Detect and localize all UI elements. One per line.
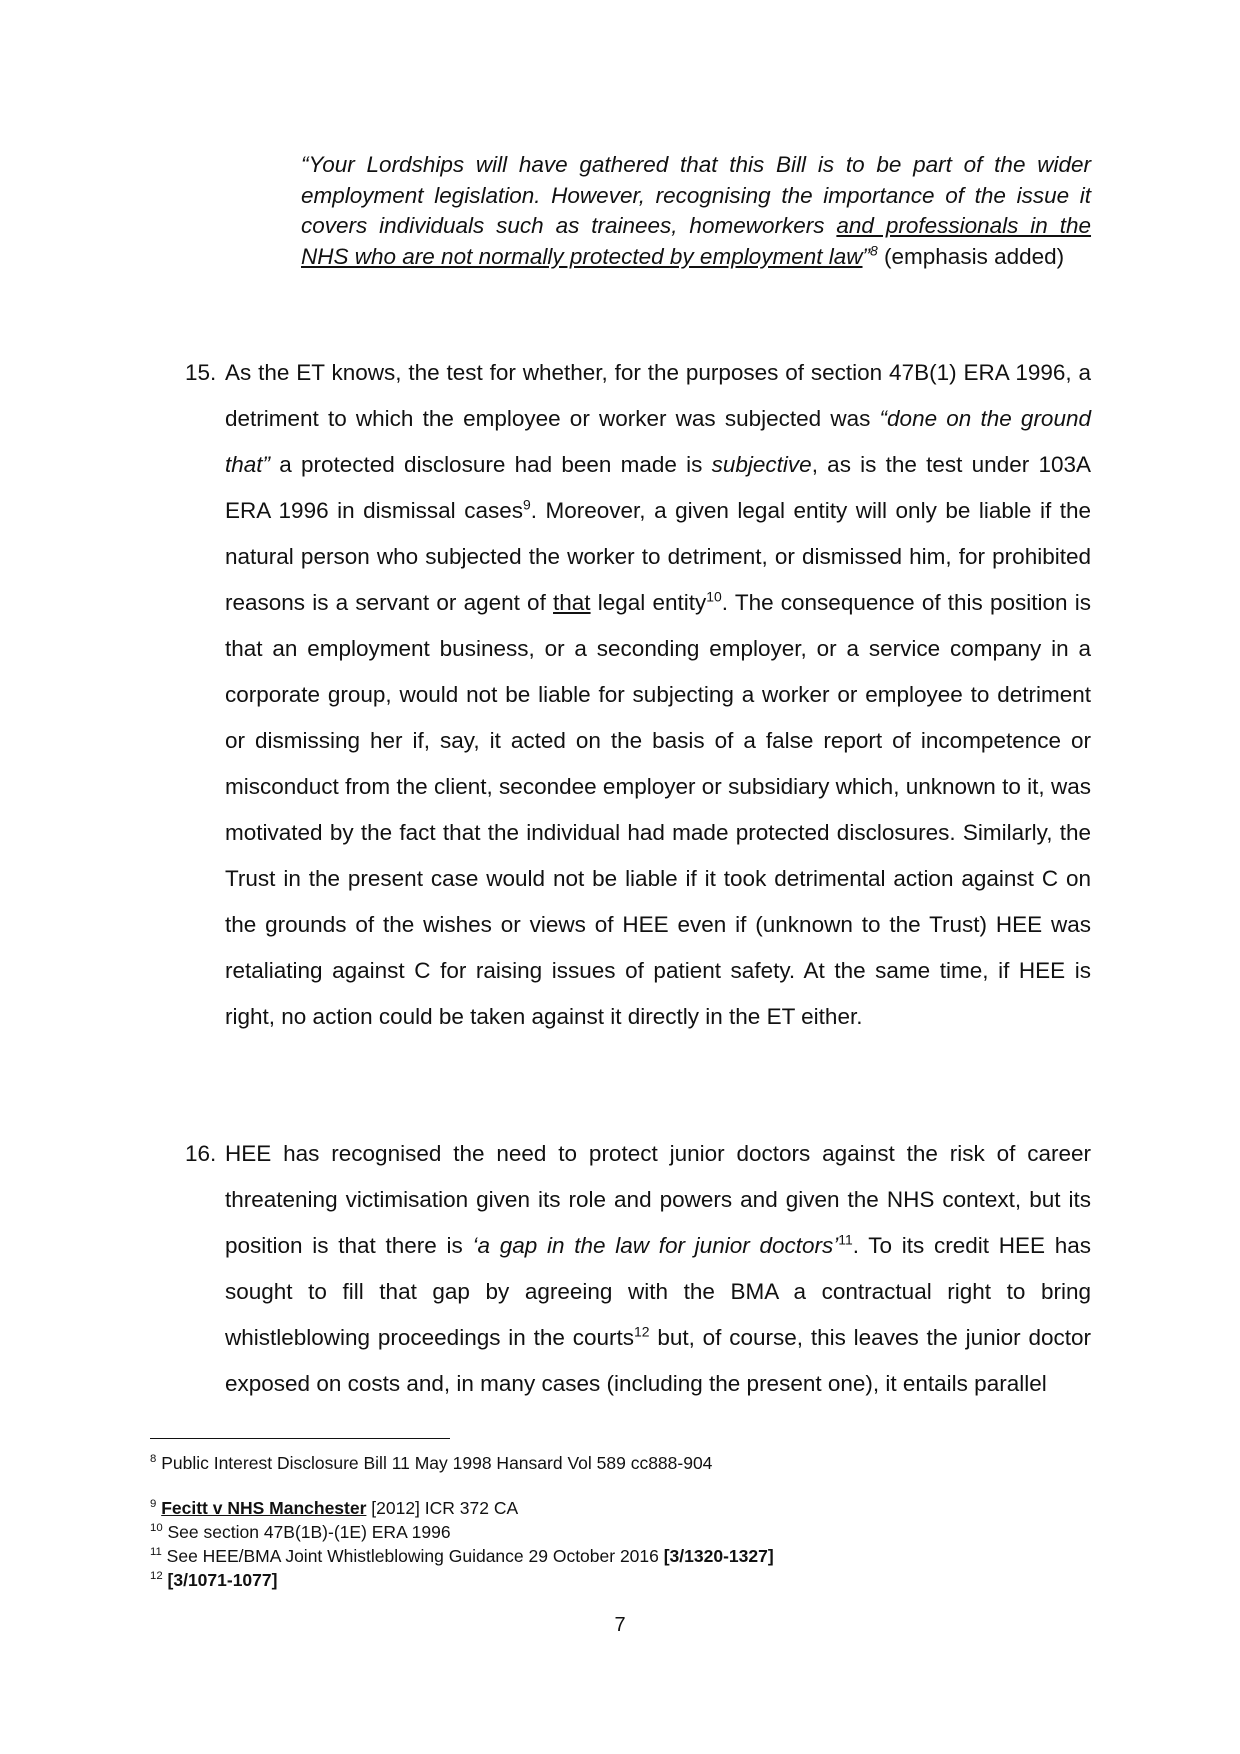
footnote-8 xyxy=(150,1452,1110,1474)
text-run: but, of course, this leaves the junior doctor exposed on costs and, in many cases (including the present one), it entails parallel xyxy=(225,1325,1091,1396)
footnote-number: 8 xyxy=(150,1453,157,1466)
italic-quote: “done on the ground that” xyxy=(225,406,1091,477)
text-run: As the ET knows, the test for whether, for the purposes of section 47B(1) ERA 1996, a detriment to which the employee or worker was subjected was xyxy=(225,360,1091,431)
text-run: HEE has recognised the need to protect junior doctors against the risk of career threatening victimisation given its role and powers and given the NHS context, but its position is that there is xyxy=(225,1141,1091,1258)
paragraph-body xyxy=(225,1131,1091,1407)
footnote-11 xyxy=(150,1545,1110,1567)
footnote-number: 10 xyxy=(150,1522,163,1535)
footnote-separator xyxy=(150,1438,450,1439)
underlined-word: that xyxy=(553,590,591,615)
footnote-text: See HEE/BMA Joint Whistleblowing Guidance 29 October 2016 xyxy=(161,1546,664,1566)
quote-close-mark: ” xyxy=(862,243,871,269)
footnote-10 xyxy=(150,1521,1110,1543)
footnote-number: 11 xyxy=(150,1546,162,1559)
paragraph-number: 16. xyxy=(185,1141,217,1166)
footnote-number: 12 xyxy=(150,1570,163,1583)
footnote-ref-11[interactable]: 11 xyxy=(838,1231,853,1248)
footnote-ref-10[interactable]: 10 xyxy=(706,588,722,605)
text-run: a protected disclosure had been made is xyxy=(270,452,712,477)
page-number: 7 xyxy=(614,1614,626,1636)
paragraph-number: 15. xyxy=(185,360,217,385)
quote-text: “Your Lordships will have gathered that this Bill is to be part of the wider employment legislation. However, recognising the importance of the issue it covers individuals such as trainees, homeworkers xyxy=(301,152,1091,238)
case-name: Fecitt v NHS Manchester xyxy=(161,1498,367,1518)
text-run: legal entity xyxy=(590,590,707,615)
bundle-reference: [3/1320-1327] xyxy=(663,1546,774,1566)
paragraph-15 xyxy=(185,350,1091,1040)
footnote-ref-9[interactable]: 9 xyxy=(522,496,531,513)
paragraph-16 xyxy=(185,1131,1091,1407)
footnote-9 xyxy=(150,1497,1110,1519)
footnote-ref-8[interactable]: 8 xyxy=(870,242,878,258)
quote-emphasis-note: (emphasis added) xyxy=(877,243,1065,269)
quote-emphasis: and professionals in the NHS who are not normally protected by employment law xyxy=(301,213,1092,269)
text-run: . The consequence of this position is that an employment business, or a seconding employer, or a service company in a corporate group, would not be liable for subjecting a worker or employee to detriment or dismissing her if, say, it acted on the basis of a false report of incompetence or misconduct from the client, secondee employer or subsidiary which, unknown to it, was motivated by the fact that the individual had made protected disclosures. Similarly, the Trust in the present case would not be liable if it took detrimental action against C on the grounds of the wishes or views of HEE even if (unknown to the Trust) HEE was retaliating against C for raising issues of patient safety. At the same time, if HEE is right, no action could be taken against it directly in the ET either. xyxy=(225,590,1091,1029)
bundle-reference: [3/1071-1077] xyxy=(167,1570,278,1590)
footnote-text: Public Interest Disclosure Bill 11 May 1998 Hansard Vol 589 cc888-904 xyxy=(156,1453,713,1473)
footnote-text: See section 47B(1B)-(1E) ERA 1996 xyxy=(162,1522,451,1542)
italic-quote: ‘a gap in the law for junior doctors’ xyxy=(472,1233,839,1258)
paragraph-body xyxy=(225,350,1091,1040)
footnote-ref-12[interactable]: 12 xyxy=(633,1323,650,1340)
text-run: , as is the test under 103A ERA 1996 in dismissal cases xyxy=(225,452,1091,523)
text-run: . To its credit HEE has sought to fill that gap by agreeing with the BMA a contractual right to bring whistleblowing proceedings in the courts xyxy=(225,1233,1091,1350)
block-quote xyxy=(301,150,1091,272)
italic-term: subjective xyxy=(711,452,812,477)
footnote-number: 9 xyxy=(150,1498,157,1511)
text-run: . Moreover, a given legal entity will only be liable if the natural person who subjected the worker to detriment, or dismissed him, for prohibited reasons is a servant or agent of xyxy=(225,498,1091,615)
footnote-text: [2012] ICR 372 CA xyxy=(366,1498,519,1518)
footnote-12 xyxy=(150,1569,1110,1591)
